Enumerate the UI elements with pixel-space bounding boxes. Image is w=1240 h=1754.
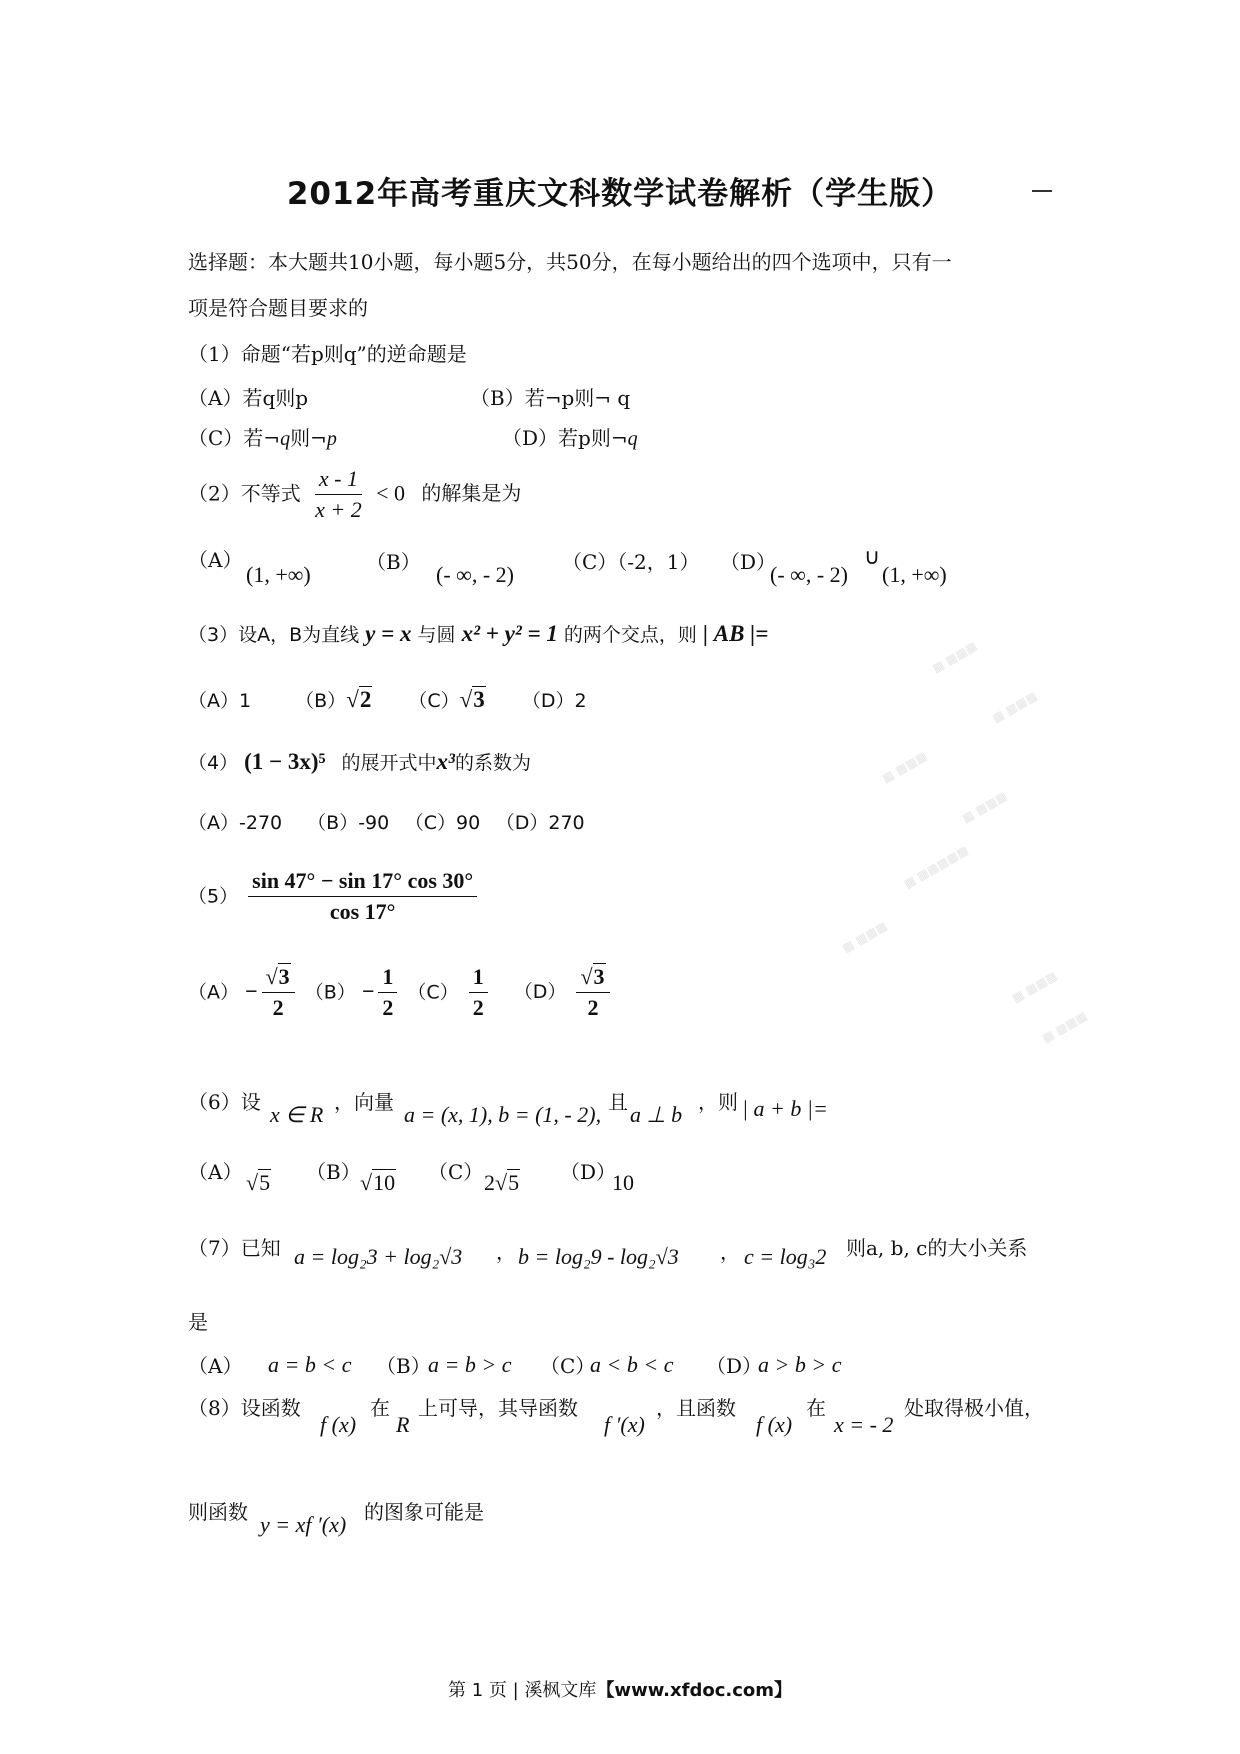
q3-option-c-sqrt: √3 xyxy=(459,687,485,712)
q8-y: y = xf ′(x) xyxy=(260,1512,347,1537)
q2-option-a: (1, +∞) xyxy=(246,562,311,587)
q5-option-a-fraction: $\frac{√3}{2}$ xyxy=(262,964,295,1022)
q2-inequality: < 0 xyxy=(376,480,405,506)
q5-options xyxy=(188,964,614,1022)
footer-site-link[interactable]: 【www.xfdoc.com】 xyxy=(596,1680,793,1701)
q8-fprime: f ′(x) xyxy=(604,1412,645,1437)
q6-condition: x ∈ R xyxy=(270,1102,324,1127)
q5-option-c-den: 2 xyxy=(472,995,484,1021)
q6-option-c: 5 xyxy=(508,1170,520,1195)
q5-option-b-den: 2 xyxy=(382,995,394,1021)
q8-suffix: 处取得极小值， xyxy=(904,1396,1044,1420)
intro-line-2: 项是符合题目要求的 xyxy=(188,296,368,320)
page-footer xyxy=(0,1676,1240,1702)
watermark-mark: ▦ ▦▦▦ xyxy=(989,688,1040,726)
watermark-mark: ▦ ▦▦▦ xyxy=(929,638,980,676)
q3-option-d: （D）2 xyxy=(521,690,587,712)
q5-option-a-sign: − xyxy=(245,978,258,1004)
q8-zai: 在 xyxy=(370,1396,390,1420)
q1-option-c-mid: 则¬ xyxy=(290,426,327,450)
q8-line2-suffix: 的图象可能是 xyxy=(364,1500,484,1524)
q1-option-a: （A）若q则p xyxy=(188,386,309,410)
q1-option-d-label: （D）若p则¬ xyxy=(502,426,628,450)
q6-prefix: （6）设 xyxy=(188,1090,261,1114)
q2-option-d-union: ∪ xyxy=(864,544,881,569)
q4-prefix: （4） xyxy=(188,752,239,774)
q5-denominator: cos 17° xyxy=(329,899,396,925)
q2-option-d-part2: (1, +∞) xyxy=(882,562,947,587)
q6-option-b: 10 xyxy=(373,1170,396,1195)
q5-option-b-label: （B） xyxy=(304,981,356,1004)
q3-suffix: 的两个交点，则 xyxy=(563,624,697,646)
q1-option-c-p: p xyxy=(326,428,337,450)
q8-f2: f (x) xyxy=(756,1412,793,1437)
q5-option-d-den: 2 xyxy=(587,995,599,1021)
q6-option-c-expr: 2√5 xyxy=(484,1170,520,1195)
q1-option-c-label: （C）若¬ xyxy=(188,426,281,450)
q7-suffix: 则a, b, c的大小关系 xyxy=(846,1236,1028,1260)
q4-mid: 的展开式中 xyxy=(341,752,437,774)
q6-ze: ，则 xyxy=(698,1090,738,1114)
q5-option-c-fraction xyxy=(469,964,488,1022)
q7-a: a = log₂3 + log₂√3 xyxy=(294,1244,463,1269)
intro-line-1: 选择题：本大题共10小题，每小题5分，共50分，在每小题给出的四个选项中，只有一 xyxy=(188,250,952,274)
q2-stem xyxy=(188,466,521,524)
footer-separator: | xyxy=(512,1680,519,1701)
q6-option-d: 10 xyxy=(612,1170,634,1195)
q5-option-d-label: （D） xyxy=(513,981,567,1004)
q2-denominator: x + 2 xyxy=(315,497,362,523)
q3-stem xyxy=(188,620,768,647)
watermark-mark: ▦ ▦▦▦ xyxy=(1009,968,1060,1006)
q2-option-d-part1: (- ∞, - 2) xyxy=(770,562,848,587)
q5-option-a-num: 3 xyxy=(278,964,290,989)
q3-mid: 与圆 xyxy=(417,624,456,646)
q1-option-d xyxy=(502,422,638,451)
watermark-mark: ▦ ▦▦▦▦▦ xyxy=(901,842,971,892)
q6-option-a-sqrt: √5 xyxy=(246,1170,271,1195)
q2-option-a-label: （A） xyxy=(188,548,243,572)
q5-option-b-fraction xyxy=(378,964,397,1022)
q5-option-a-den: 2 xyxy=(272,995,284,1021)
q8-mid: 上可导，其导函数 xyxy=(418,1396,578,1420)
q6-perp: a ⊥ b xyxy=(630,1102,683,1127)
q6-qie: 且 xyxy=(608,1090,628,1114)
q2-option-b: (- ∞, - 2) xyxy=(436,562,514,587)
q6-option-a: 5 xyxy=(259,1170,271,1195)
q4-expr: (1 − 3x)⁵ xyxy=(244,749,326,774)
watermark-mark: ▦ ▦▦▦ xyxy=(1039,1008,1090,1046)
q4-suffix: 的系数为 xyxy=(454,752,531,774)
q8-x: x = - 2 xyxy=(834,1412,894,1437)
q2-fraction xyxy=(311,466,366,524)
q7-option-c-label: （C） xyxy=(540,1354,596,1378)
q3-option-b-sqrt: √2 xyxy=(346,687,372,712)
q1-option-c-q: q xyxy=(280,428,291,450)
q3-line-eq: y = x xyxy=(365,621,412,646)
q8-f: f (x) xyxy=(320,1412,357,1437)
q5-option-c-num: 1 xyxy=(469,964,488,993)
q7-option-c: a < b < c xyxy=(590,1352,674,1377)
q6-vectors: a = (x, 1), b = (1, - 2), xyxy=(404,1102,602,1127)
q2-suffix: 的解集是为 xyxy=(421,481,522,506)
q2-option-c: （C）（-2，1） xyxy=(562,550,700,574)
q3-options xyxy=(188,686,587,713)
watermark-mark: ▦ ▦▦▦ xyxy=(839,918,890,956)
q8-mid2: ，且函数 xyxy=(656,1396,736,1420)
q1-stem: （1）命题“若p则q”的逆命题是 xyxy=(188,342,467,366)
q2-numerator: x - 1 xyxy=(315,466,362,495)
q7-option-a: a = b < c xyxy=(268,1352,352,1377)
q5-prefix: （5） xyxy=(188,885,239,908)
q6-option-b-label: （B） xyxy=(306,1160,361,1184)
q3-option-b-label: （B） xyxy=(295,690,347,712)
q3-option-c-label: （C） xyxy=(408,690,460,712)
q3-ab: | AB |= xyxy=(702,621,769,646)
q7-sep-2: ， xyxy=(720,1240,740,1264)
q6-option-d-label: （D） xyxy=(560,1160,617,1184)
q8-prefix: （8）设函数 xyxy=(188,1396,301,1420)
q4-term: x³ xyxy=(436,749,455,774)
q3-circle-eq: x² + y² = 1 xyxy=(461,621,558,646)
q7-prefix: （7）已知 xyxy=(188,1236,281,1260)
q5-stem xyxy=(188,868,481,926)
q7-option-d-label: （D） xyxy=(706,1354,763,1378)
q3-option-b: 2 xyxy=(359,687,372,712)
q4-options: （A）-270 （B）-90 （C）90 （D）270 xyxy=(188,812,585,834)
q6-ask: | a + b |= xyxy=(742,1096,828,1121)
q1-option-c xyxy=(188,422,337,451)
q6-option-b-sqrt: √10 xyxy=(360,1170,396,1195)
q3-option-a: （A）1 xyxy=(188,690,252,712)
page-title: 2012年高考重庆文科数学试卷解析（学生版） xyxy=(286,176,954,212)
q5-option-b-num: 1 xyxy=(378,964,397,993)
q7-b: b = log₂9 - log₂√3 xyxy=(518,1244,679,1269)
q1-option-d-q: q xyxy=(627,428,638,450)
footer-library-name: 溪枫文库 xyxy=(524,1680,597,1701)
q5-option-d-num: 3 xyxy=(593,964,605,989)
q3-option-c: 3 xyxy=(473,687,485,712)
q5-numerator: sin 47° − sin 17° cos 30° xyxy=(248,868,477,897)
q2-option-d-label: （D） xyxy=(720,550,777,574)
q5-option-b-sign: − xyxy=(361,978,375,1004)
q5-fraction xyxy=(248,868,477,926)
watermark-mark: ▦ ▦▦▦ xyxy=(879,748,930,786)
q5-option-d-fraction: $\frac{√3}{2}$ xyxy=(576,964,609,1022)
q6-option-a-label: （A） xyxy=(188,1160,243,1184)
q6-vector-label: ，向量 xyxy=(334,1090,394,1114)
q5-option-c-label: （C） xyxy=(407,981,459,1004)
q8-line2-prefix: 则函数 xyxy=(188,1500,248,1524)
q7-c: c = log₃2 xyxy=(744,1244,827,1269)
q4-stem xyxy=(188,748,531,775)
q2-prefix: （2）不等式 xyxy=(188,481,301,506)
q3-prefix: （3）设A，B为直线 xyxy=(188,624,360,646)
q8-zai2: 在 xyxy=(806,1396,826,1420)
q7-option-d: a > b > c xyxy=(758,1352,842,1377)
q5-option-a-label: （A） xyxy=(188,981,239,1004)
header-dash xyxy=(1032,190,1052,192)
q7-suffix-2: 是 xyxy=(188,1310,208,1334)
q1-option-b: （B）若¬p则¬ q xyxy=(470,386,631,410)
footer-page-number: 第 1 页 xyxy=(447,1680,507,1701)
q2-option-b-label: （B） xyxy=(366,550,421,574)
q6-option-c-label: （C） xyxy=(428,1160,484,1184)
q7-option-b: a = b > c xyxy=(428,1352,512,1377)
q7-option-a-label: （A） xyxy=(188,1354,243,1378)
q8-r: R xyxy=(396,1412,410,1437)
q7-option-b-label: （B） xyxy=(376,1354,431,1378)
watermark-mark: ▦ ▦▦▦ xyxy=(959,788,1010,826)
q7-sep-1: ， xyxy=(496,1240,516,1264)
q6-option-c-coef: 2 xyxy=(484,1170,495,1195)
